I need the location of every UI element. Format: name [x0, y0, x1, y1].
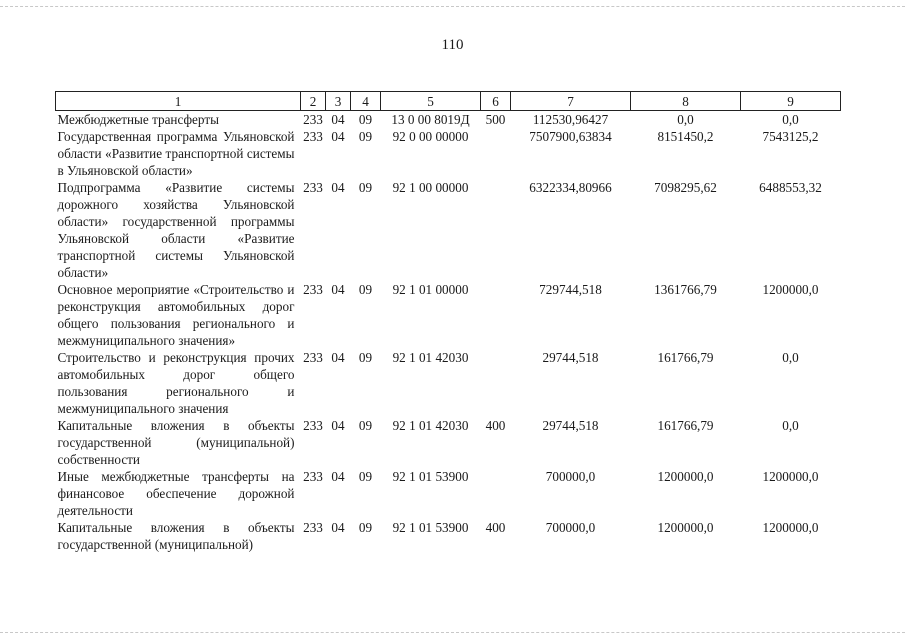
row-code-2: 233: [303, 180, 323, 195]
budget-table-container: [55, 91, 840, 553]
row-code-2: 233: [303, 469, 323, 484]
row-code-6: [481, 179, 511, 281]
header-cell: 3: [326, 92, 351, 111]
row-code-4: 09: [358, 469, 373, 484]
header-cell: 2: [301, 92, 326, 111]
row-code-6: [481, 349, 511, 417]
header-cell: 8: [631, 92, 741, 111]
row-code-2: 233: [303, 112, 323, 127]
scan-edge-bottom: [0, 632, 905, 633]
row-code-2: 233: [303, 350, 323, 365]
header-cell: 9: [741, 92, 841, 111]
row-name: Капитальные вложения в объекты государственной (муниципальной) собственности: [57, 418, 295, 467]
row-code-5: 92 0 00 00000: [392, 129, 469, 144]
header-cell: 5: [381, 92, 481, 111]
row-code-5: 92 1 01 42030: [392, 350, 469, 365]
row-code-5: 92 1 01 42030: [392, 418, 469, 433]
row-code-4: 09: [358, 180, 373, 195]
table-row: [56, 111, 841, 129]
row-value-8: 8151450,2: [657, 129, 714, 144]
page-number: 110: [441, 37, 464, 53]
row-code-3: 04: [331, 350, 345, 365]
row-name: Подпрограмма «Развитие системы дорожного хозяйства Ульяновской области» государственной программы Ульяновской области «Развитие транспортной системы Ульяновской области»: [57, 180, 295, 280]
row-value-7: 700000,0: [545, 520, 596, 535]
header-row: [56, 92, 841, 111]
row-code-5: 92 1 01 53900: [392, 469, 469, 484]
row-value-9: 0,0: [782, 112, 799, 127]
row-code-2: 233: [303, 520, 323, 535]
row-value-8: 7098295,62: [654, 180, 717, 195]
header-cell: 4: [351, 92, 381, 111]
table-body: [56, 111, 841, 554]
row-value-9: 0,0: [782, 350, 799, 365]
row-value-7: 29744,518: [542, 418, 599, 433]
row-code-4: 09: [358, 282, 373, 297]
row-value-7: 29744,518: [542, 350, 599, 365]
header-cell: 1: [56, 92, 301, 111]
row-value-9: 1200000,0: [762, 469, 819, 484]
row-code-5: 92 1 01 00000: [392, 282, 469, 297]
row-code-2: 233: [303, 418, 323, 433]
table-row: [56, 519, 841, 553]
row-value-7: 700000,0: [545, 469, 596, 484]
table-row: [56, 179, 841, 281]
row-code-6: [481, 281, 511, 349]
row-value-9: 0,0: [782, 418, 799, 433]
scan-edge-top: [0, 6, 905, 7]
row-code-3: 04: [331, 129, 345, 144]
row-code-6: 400: [485, 418, 506, 433]
row-value-7: 6322334,80966: [529, 180, 612, 195]
row-value-8: 1200000,0: [657, 469, 714, 484]
budget-table: [55, 91, 841, 553]
table-row: [56, 468, 841, 519]
table-row: [56, 417, 841, 468]
table-row: [56, 281, 841, 349]
row-code-6: 400: [485, 520, 506, 535]
row-value-8: 1361766,79: [654, 282, 717, 297]
table-row: [56, 128, 841, 179]
row-value-9: 6488553,32: [759, 180, 822, 195]
row-code-3: 04: [331, 520, 345, 535]
row-code-3: 04: [331, 418, 345, 433]
row-name: Капитальные вложения в объекты государственной (муниципальной): [57, 520, 295, 552]
row-name: Межбюджетные трансферты: [57, 112, 219, 127]
header-cell: 6: [481, 92, 511, 111]
row-code-6: 500: [485, 112, 506, 127]
row-value-7: 7507900,63834: [529, 129, 612, 144]
row-code-4: 09: [358, 350, 373, 365]
row-code-6: [481, 468, 511, 519]
row-value-9: 1200000,0: [762, 282, 819, 297]
row-code-3: 04: [331, 112, 345, 127]
row-value-9: 7543125,2: [762, 129, 819, 144]
row-code-4: 09: [358, 112, 373, 127]
row-code-5: 92 1 01 53900: [392, 520, 469, 535]
row-name: Иные межбюджетные трансферты на финансовое обеспечение дорожной деятельности: [57, 469, 295, 518]
row-code-4: 09: [358, 520, 373, 535]
row-code-3: 04: [331, 282, 345, 297]
row-value-8: 1200000,0: [657, 520, 714, 535]
row-code-3: 04: [331, 180, 345, 195]
row-code-2: 233: [303, 129, 323, 144]
row-value-8: 161766,79: [657, 350, 714, 365]
row-code-5: 13 0 00 8019Д: [391, 112, 470, 127]
row-value-7: 729744,518: [539, 282, 602, 297]
row-value-9: 1200000,0: [762, 520, 819, 535]
header-cell: 7: [511, 92, 631, 111]
row-name: Строительство и реконструкция прочих автомобильных дорог общего пользования регионального и межмуниципального значения: [57, 350, 295, 416]
row-code-5: 92 1 00 00000: [392, 180, 469, 195]
row-code-2: 233: [303, 282, 323, 297]
row-value-8: 161766,79: [657, 418, 714, 433]
table-row: [56, 349, 841, 417]
row-name: Основное мероприятие «Строительство и реконструкция автомобильных дорог общего пользования регионального и межмуниципального значения»: [57, 282, 295, 348]
row-code-6: [481, 128, 511, 179]
row-code-4: 09: [358, 129, 373, 144]
row-code-3: 04: [331, 469, 345, 484]
row-value-8: 0,0: [677, 112, 694, 127]
row-value-7: 112530,96427: [532, 112, 609, 127]
row-code-4: 09: [358, 418, 373, 433]
row-name: Государственная программа Ульяновской области «Развитие транспортной системы в Ульяновской области»: [57, 129, 295, 178]
